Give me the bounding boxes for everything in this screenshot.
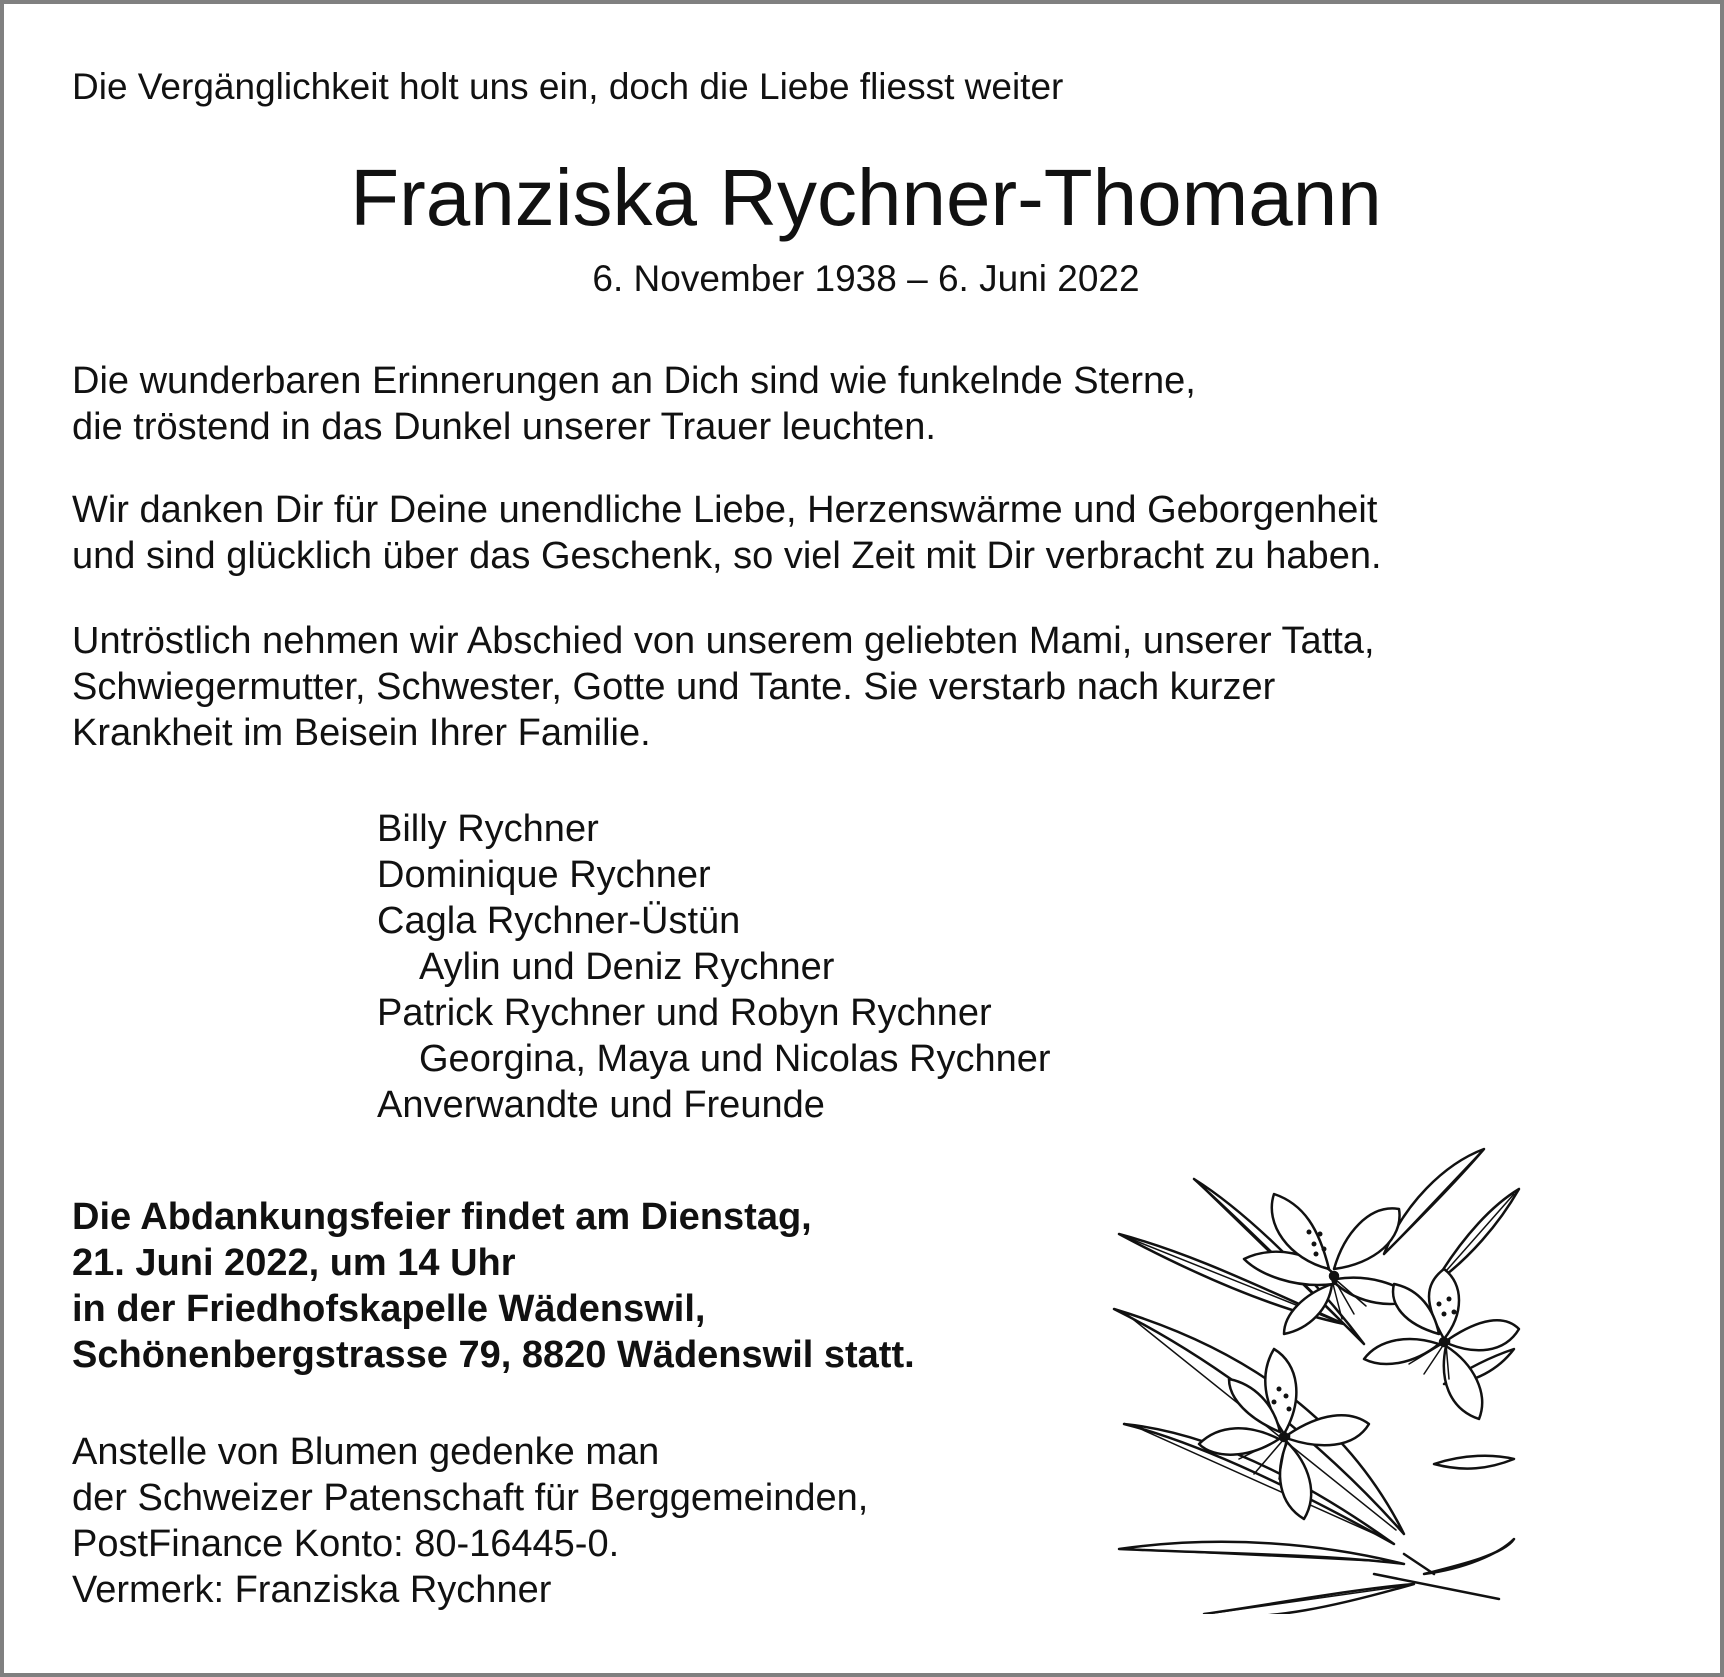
text-line: Schwiegermutter, Schwester, Gotte und Tante. Sie verstarb nach kurzer [72, 666, 1276, 708]
mourners-list [377, 806, 1051, 1128]
text-line: Untröstlich nehmen wir Abschied von unserem geliebten Mami, unserer Tatta, [72, 620, 1375, 662]
mourner-name: Georgina, Maya und Nicolas Rychner [419, 1038, 1051, 1080]
text-line: Wir danken Dir für Deine unendliche Liebe, Herzenswärme und Geborgenheit [72, 489, 1378, 531]
text-line: 21. Juni 2022, um 14 Uhr [72, 1242, 516, 1284]
text-line: die tröstend in das Dunkel unserer Trauer leuchten. [72, 406, 936, 448]
memory-paragraph [72, 358, 1196, 450]
text-line: Anstelle von Blumen gedenke man [72, 1431, 660, 1473]
text-line: und sind glücklich über das Geschenk, so viel Zeit mit Dir verbracht zu haben. [72, 535, 1382, 577]
mourner-name: Patrick Rychner und Robyn Rychner [377, 992, 992, 1034]
mourner-name: Aylin und Deniz Rychner [419, 946, 835, 988]
deceased-name: Franziska Rychner-Thomann [350, 153, 1382, 242]
farewell-paragraph [72, 618, 1375, 756]
donation-info [72, 1429, 868, 1613]
text-line: Die Abdankungsfeier findet am Dienstag, [72, 1196, 812, 1238]
ceremony-info [72, 1194, 915, 1378]
mourner-name: Cagla Rychner-Üstün [377, 900, 741, 942]
mourner-name: Billy Rychner [377, 808, 599, 850]
rhododendron-flower-icon [1104, 1134, 1524, 1614]
mourner-name: Anverwandte und Freunde [377, 1084, 825, 1126]
motto: Die Vergänglichkeit holt uns ein, doch die Liebe fliesst weiter [72, 66, 1064, 107]
mourner-name: Dominique Rychner [377, 854, 711, 896]
text-line: PostFinance Konto: 80-16445-0. [72, 1523, 620, 1565]
thanks-paragraph [72, 487, 1382, 579]
life-dates: 6. November 1938 – 6. Juni 2022 [592, 258, 1140, 299]
text-line: Die wunderbaren Erinnerungen an Dich sind wie funkelnde Sterne, [72, 360, 1196, 402]
text-line: Vermerk: Franziska Rychner [72, 1569, 552, 1611]
text-line: Krankheit im Beisein Ihrer Familie. [72, 712, 651, 754]
text-line: der Schweizer Patenschaft für Berggemeinden, [72, 1477, 869, 1519]
text-line: Schönenbergstrasse 79, 8820 Wädenswil statt. [72, 1334, 915, 1376]
text-line: in der Friedhofskapelle Wädenswil, [72, 1288, 706, 1330]
